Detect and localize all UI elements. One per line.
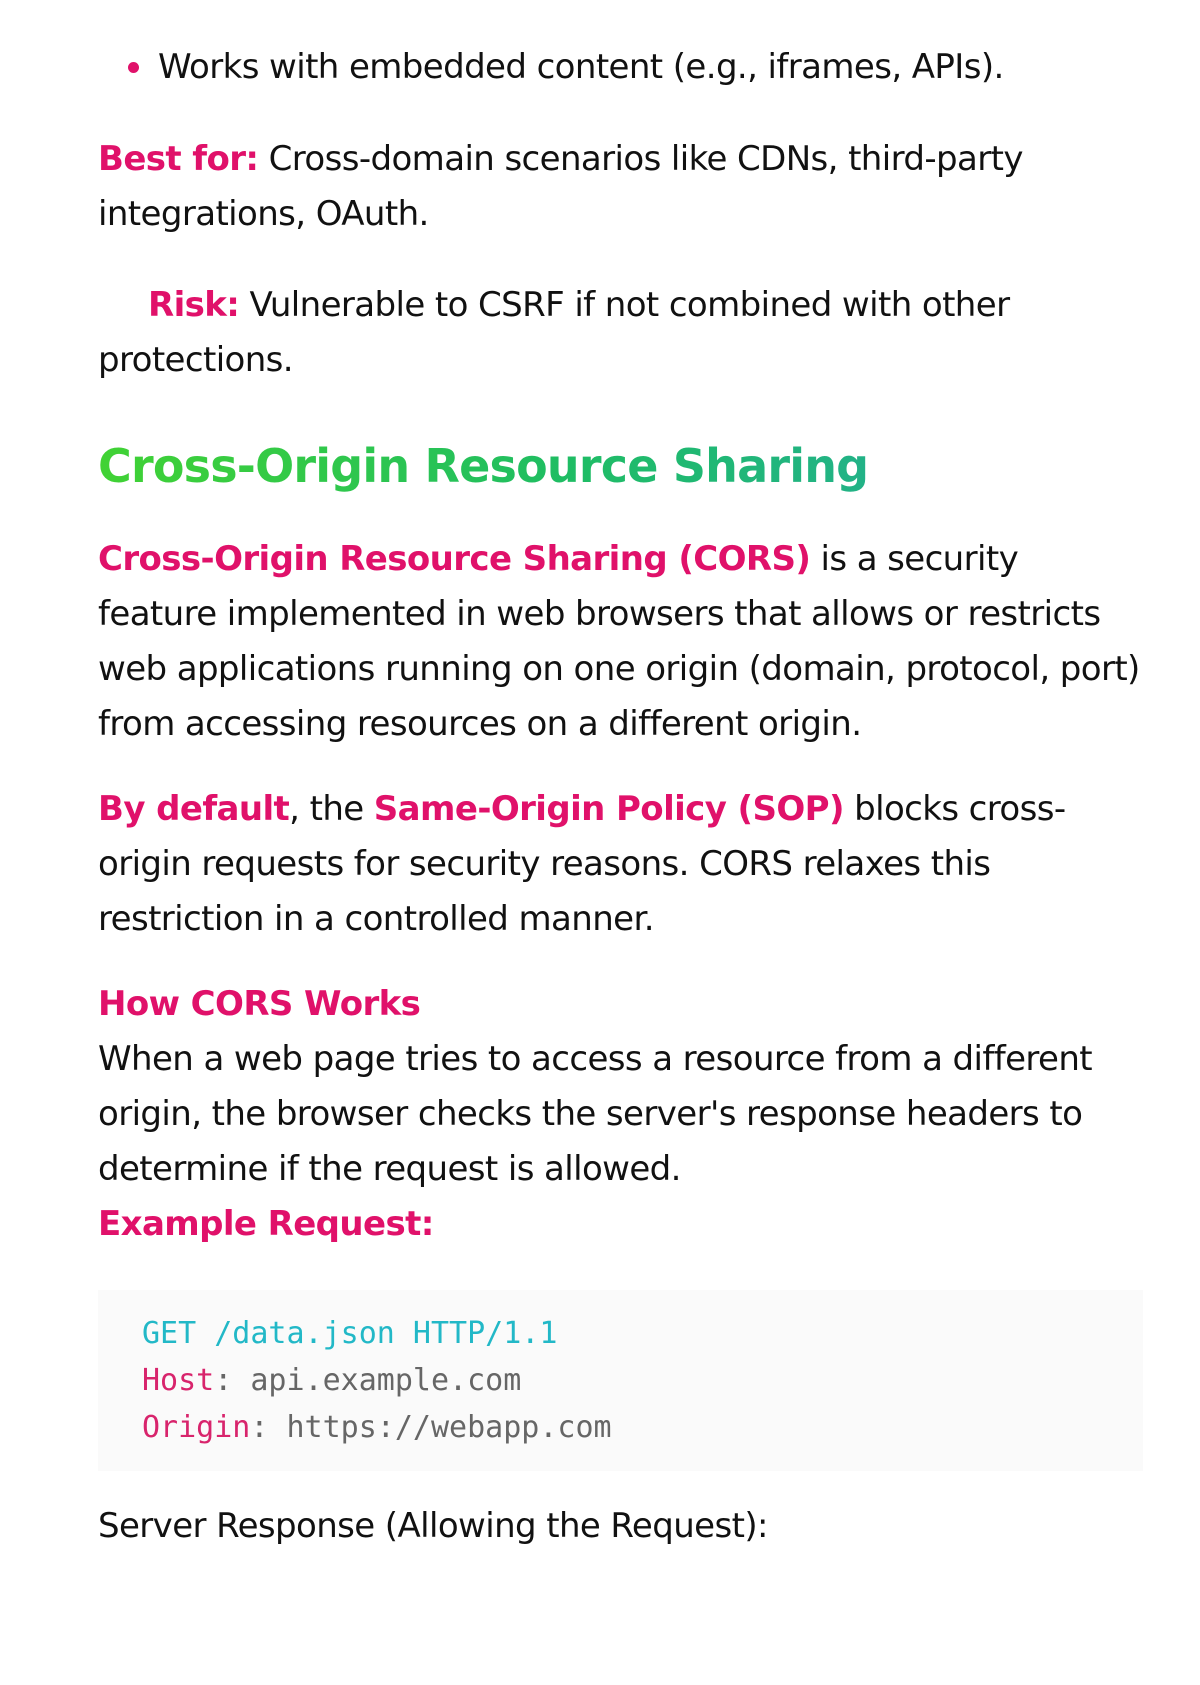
code-block bbox=[98, 1290, 1143, 1471]
code-host-line bbox=[142, 1357, 1143, 1404]
cors-intro-paragraph bbox=[98, 532, 1140, 752]
code-host-value: api.example.com bbox=[250, 1363, 522, 1398]
bullet-text: Works with embedded content (e.g., iframes, APIs). bbox=[158, 47, 1004, 87]
code-separator: : bbox=[214, 1363, 251, 1398]
how-cors-works-text: When a web page tries to access a resource from a different origin, the browser checks the server's response headers to determine if the request is allowed. bbox=[98, 1039, 1093, 1189]
risk-text: Vulnerable to CSRF if not combined with other protections. bbox=[98, 285, 1010, 380]
risk-label: Risk: bbox=[148, 285, 240, 325]
how-cors-works-heading: How CORS Works bbox=[98, 984, 421, 1024]
code-origin-value: https://webapp.com bbox=[286, 1410, 612, 1445]
server-response-label: Server Response (Allowing the Request): bbox=[98, 1506, 768, 1546]
bullet-dot-icon bbox=[128, 62, 139, 73]
default-policy-text: blocks cross-origin requests for security reasons. CORS relaxes this restriction in a controlled manner. bbox=[98, 789, 1066, 939]
sop-term: Same-Origin Policy (SOP) bbox=[373, 789, 844, 829]
default-mid-text: , the bbox=[289, 789, 374, 829]
cors-intro-text: is a security feature implemented in web browsers that allows or restricts web applications running on one origin (domain, protocol, port) from accessing resources on a different origin. bbox=[98, 539, 1140, 744]
best-for-text: Cross-domain scenarios like CDNs, third-party integrations, OAuth. bbox=[98, 139, 1023, 234]
section-heading: Cross-Origin Resource Sharing bbox=[98, 436, 868, 496]
risk-paragraph bbox=[98, 278, 1140, 388]
code-request-line: GET /data.json HTTP/1.1 bbox=[142, 1316, 558, 1351]
by-default-term: By default bbox=[98, 789, 290, 829]
example-request-label: Example Request: bbox=[98, 1204, 434, 1244]
list-item bbox=[128, 40, 1140, 95]
code-host-key: Host bbox=[142, 1363, 215, 1398]
code-separator: : bbox=[250, 1410, 287, 1445]
default-policy-paragraph bbox=[98, 782, 1140, 947]
code-origin-line bbox=[142, 1404, 1143, 1451]
bullet-list bbox=[98, 40, 1140, 95]
code-origin-key: Origin bbox=[142, 1410, 251, 1445]
best-for-label: Best for: bbox=[98, 139, 259, 179]
cors-term: Cross-Origin Resource Sharing (CORS) bbox=[98, 539, 811, 579]
best-for-paragraph bbox=[98, 132, 1140, 242]
